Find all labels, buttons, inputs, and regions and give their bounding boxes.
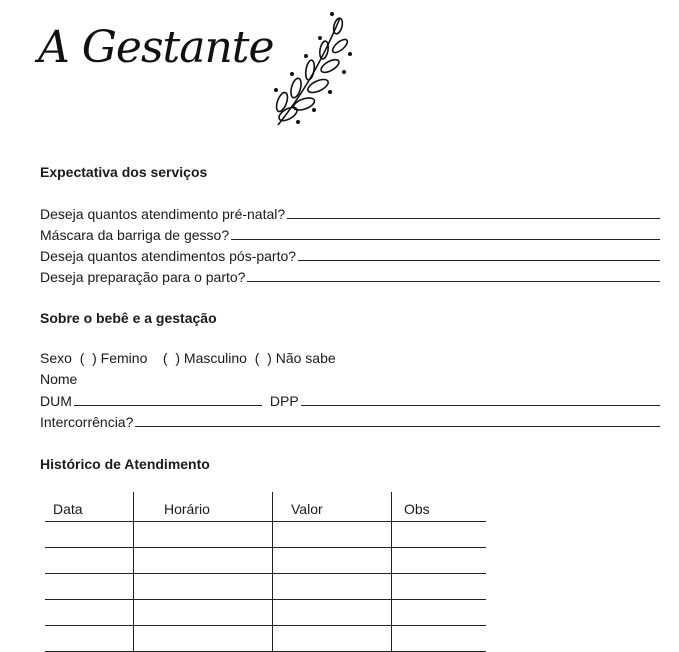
- table-cell[interactable]: [392, 522, 487, 548]
- question-row-preparacao: [40, 265, 660, 285]
- table-cell[interactable]: [273, 522, 392, 548]
- column-header-obs: [392, 492, 487, 522]
- question-label: Deseja quantos atendimentos pós-parto?: [40, 248, 297, 264]
- table-cell[interactable]: [134, 574, 273, 600]
- table-header-row: [45, 492, 486, 522]
- question-row-prenatal: [40, 202, 660, 222]
- table-cell[interactable]: [392, 574, 487, 600]
- leaf-sprig-icon: [268, 10, 358, 130]
- sexo-options[interactable]: Sexo ( ) Femino ( ) Masculino ( ) Não sabe: [40, 350, 336, 366]
- table-row[interactable]: [45, 574, 486, 600]
- dum-dpp-row: [40, 389, 660, 409]
- table-cell[interactable]: [45, 574, 134, 600]
- table-cell[interactable]: [45, 548, 134, 574]
- question-label: Deseja quantos atendimento pré-natal?: [40, 206, 286, 222]
- column-header-label: Data: [53, 501, 83, 517]
- table-cell[interactable]: [45, 600, 134, 626]
- table-row[interactable]: [45, 548, 486, 574]
- page-title: A Gestante: [38, 22, 274, 73]
- historico-table: [45, 492, 486, 652]
- dpp-label: DPP: [269, 393, 299, 409]
- table-cell[interactable]: [45, 522, 134, 548]
- table-row[interactable]: [45, 522, 486, 548]
- table-cell[interactable]: [273, 600, 392, 626]
- dpp-line[interactable]: [301, 404, 660, 406]
- table-cell[interactable]: [134, 600, 273, 626]
- question-row-mascara: [40, 223, 660, 243]
- table-cell[interactable]: [134, 522, 273, 548]
- column-header-label: Obs: [404, 501, 430, 517]
- question-label: Máscara da barriga de gesso?: [40, 227, 230, 243]
- section-heading-historico: Histórico de Atendimento: [40, 456, 210, 472]
- answer-line[interactable]: [231, 238, 660, 240]
- table-cell[interactable]: [134, 548, 273, 574]
- question-row-posparto: [40, 244, 660, 264]
- column-header-horario: [134, 492, 273, 522]
- column-header-label: Horário: [164, 501, 210, 517]
- nome-label: Nome: [40, 371, 78, 387]
- table-cell[interactable]: [392, 600, 487, 626]
- dum-line[interactable]: [74, 404, 262, 406]
- question-label: Deseja preparação para o parto?: [40, 269, 246, 285]
- intercorrencia-row: [40, 410, 660, 430]
- answer-line[interactable]: [298, 259, 660, 261]
- section-heading-expectativa: Expectativa dos serviços: [40, 164, 208, 180]
- column-header-data: [45, 492, 134, 522]
- table-cell[interactable]: [392, 548, 487, 574]
- table-cell[interactable]: [273, 548, 392, 574]
- answer-line[interactable]: [287, 217, 660, 219]
- section-heading-bebe: Sobre o bebê e a gestação: [40, 310, 217, 326]
- intercorrencia-line[interactable]: [135, 425, 660, 427]
- table-row[interactable]: [45, 600, 486, 626]
- dum-label: DUM: [40, 393, 72, 409]
- answer-line[interactable]: [247, 280, 660, 282]
- intercorrencia-label: Intercorrência?: [40, 414, 134, 430]
- column-header-valor: [273, 492, 392, 522]
- column-header-label: Valor: [291, 501, 323, 517]
- table-cell[interactable]: [273, 574, 392, 600]
